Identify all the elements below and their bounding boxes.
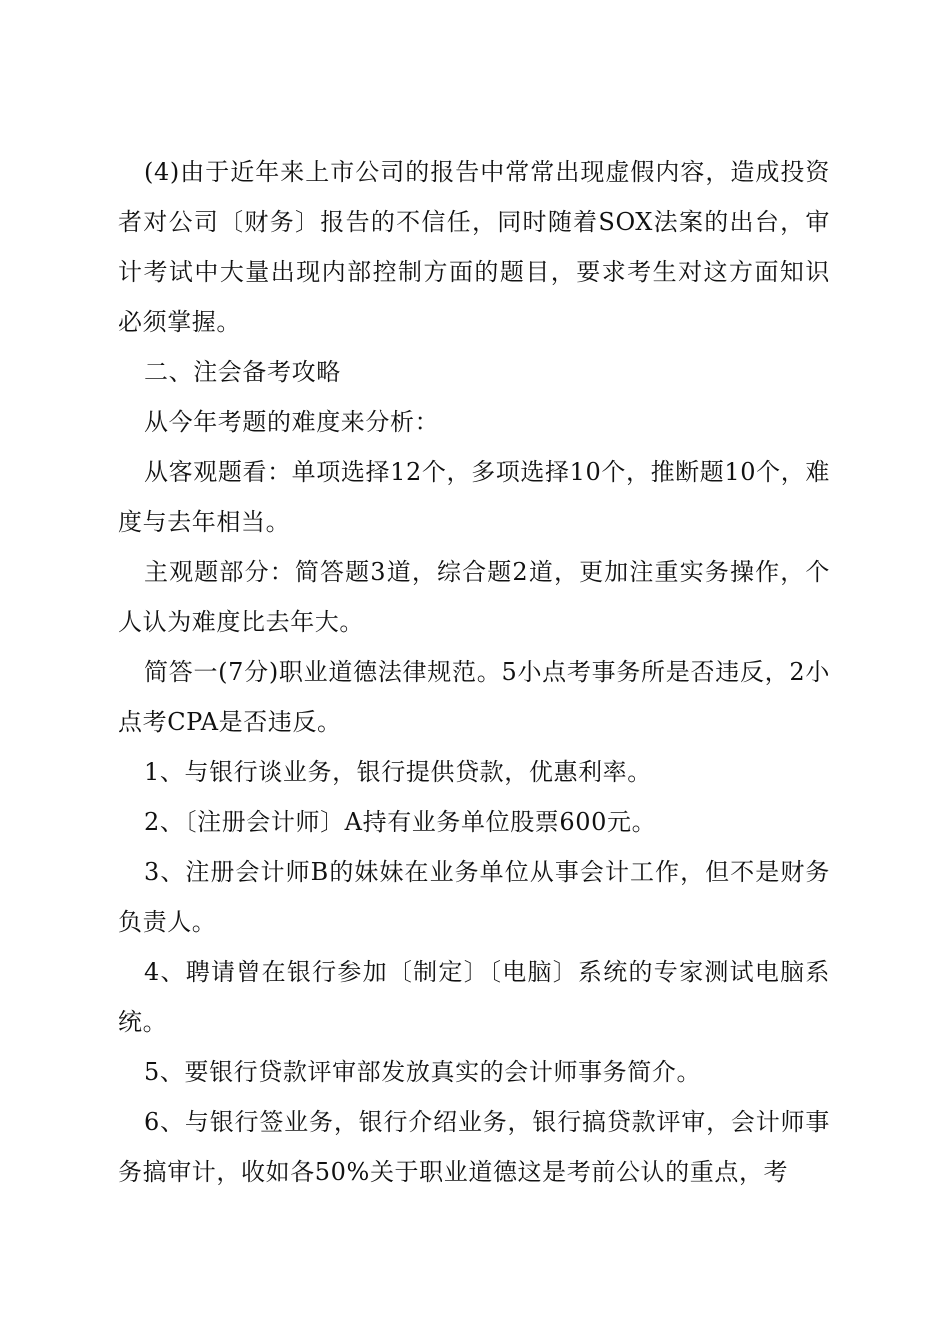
section-heading-exam-strategy: 二、注会备考攻略 — [144, 358, 341, 386]
list-item-2: 2、〔注册会计师〕A持有业务单位股票600元。 — [144, 808, 657, 836]
paragraph-internal-control: (4)由于近年来上市公司的报告中常常出现虚假内容，造成投资者对公司〔财务〕报告的不信任，同时随着SOX法案的出台，审计考试中大量出现内部控制方面的题目，要求考生对这方面知识必须掌握。 — [118, 158, 830, 336]
paragraph-short-answer-one: 简答一(7分)职业道德法律规范。5小点考事务所是否违反，2小点考CPA是否违反。 — [118, 658, 830, 736]
list-item-3: 3、注册会计师B的妹妹在业务单位从事会计工作，但不是财务负责人。 — [118, 858, 830, 936]
document-body — [118, 147, 830, 1197]
list-item-1: 1、与银行谈业务，银行提供贷款，优惠利率。 — [144, 758, 652, 786]
paragraph-subjective-questions: 主观题部分：简答题3道，综合题2道，更加注重实务操作，个人认为难度比去年大。 — [118, 558, 830, 636]
paragraph-difficulty-intro: 从今年考题的难度来分析： — [144, 408, 440, 436]
list-item-6: 6、与银行签业务，银行介绍业务，银行搞贷款评审，会计师事务搞审计，收如各50%关于职业道德这是考前公认的重点，考 — [118, 1108, 830, 1186]
list-item-5: 5、要银行贷款评审部发放真实的会计师事务简介。 — [144, 1058, 702, 1086]
paragraph-objective-questions: 从客观题看：单项选择12个，多项选择10个，推断题10个，难度与去年相当。 — [118, 458, 830, 536]
list-item-4: 4、聘请曾在银行参加〔制定〕〔电脑〕系统的专家测试电脑系统。 — [118, 958, 830, 1036]
